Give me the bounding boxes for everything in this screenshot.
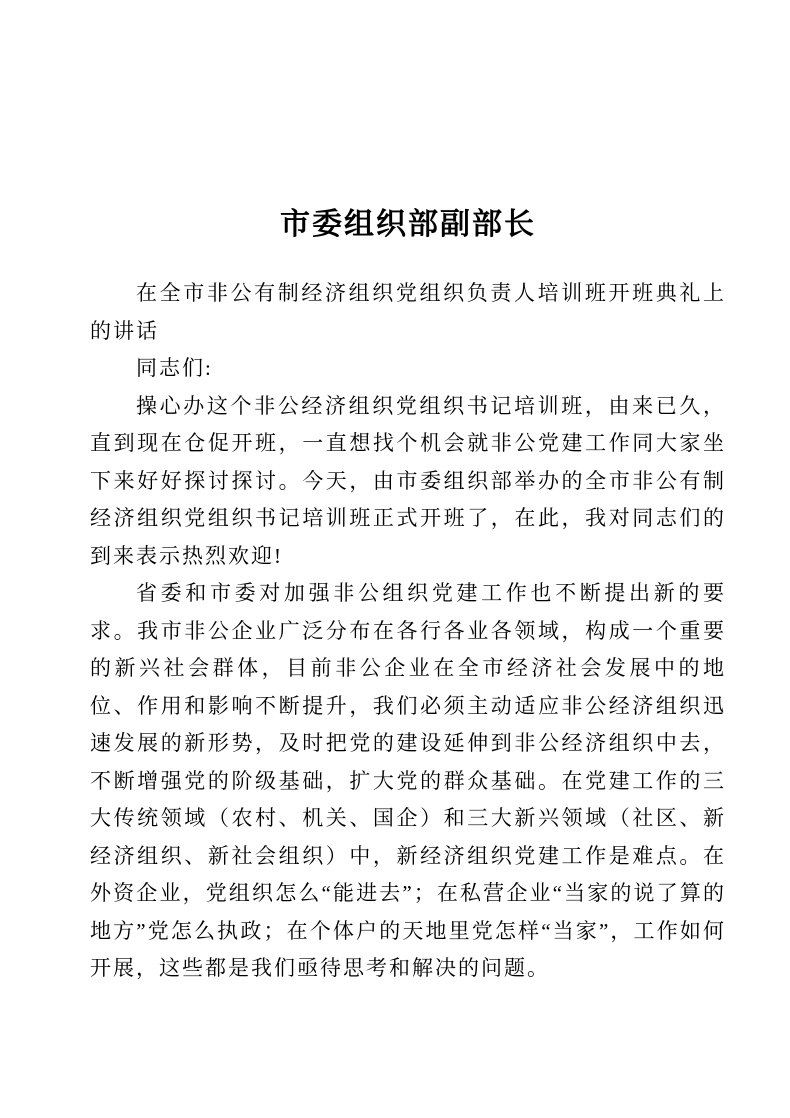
document-body [90, 275, 726, 988]
salutation: 同志们: [136, 356, 213, 380]
body-paragraph-2: 省委和市委对加强非公组织党建工作也不断提出新的要求。我市非公企业广泛分布在各行各业各领域，构成一个重要的新兴社会群体，目前非公企业在全市经济社会发展中的地位、作用和影响不断提升，我们必须主动适应非公经济组织迅速发展的新形势，及时把党的建设延伸到非公经济组织中去，不断增强党的阶级基础，扩大党的群众基础。在党建工作的三大传统领域（农村、机关、国企）和三大新兴领域（社区、新经济组织、新社会组织）中，新经济组织党建工作是难点。在外资企业，党组织怎么“能进去”；在私营企业“当家的说了算的地方”党怎么执政；在个体户的天地里党怎样“当家”，工作如何开展，这些都是我们亟待思考和解决的问题。 [90, 581, 726, 980]
body-paragraph-1: 操心办这个非公经济组织党组织书记培训班，由来已久，直到现在仓促开班，一直想找个机会就非公党建工作同大家坐下来好好探讨探讨。今天，由市委组织部举办的全市非公有制经济组织党组织书记培训班正式开班了，在此，我对同志们的到来表示热烈欢迎! [90, 393, 726, 568]
document-title: 市委组织部副部长 [280, 208, 536, 241]
speech-subtitle: 在全市非公有制经济组织党组织负责人培训班开班典礼上的讲话 [90, 281, 726, 343]
